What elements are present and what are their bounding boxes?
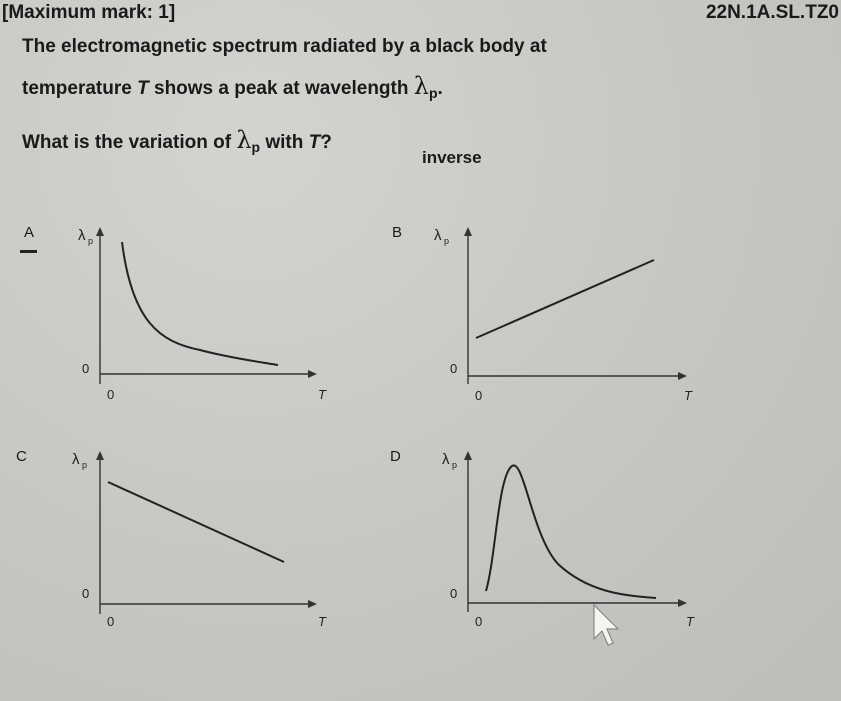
curve-d xyxy=(486,465,656,598)
x-axis-label: T xyxy=(686,614,694,629)
graph-b[interactable] xyxy=(428,222,708,412)
lambda-subscript: p xyxy=(428,85,438,101)
y-axis-subscript: p xyxy=(82,460,88,470)
q-dot: . xyxy=(437,78,443,99)
q-text: What is the variation of xyxy=(22,132,237,153)
y-axis-label: λ xyxy=(434,227,442,244)
line-b xyxy=(476,260,654,338)
q-T: T xyxy=(137,78,149,99)
y-zero: 0 xyxy=(450,586,458,601)
y-axis-subscript: p xyxy=(452,460,458,470)
option-a-label[interactable]: A xyxy=(24,224,35,241)
q-T: T xyxy=(308,132,321,153)
handwritten-note: inverse xyxy=(422,148,482,167)
graph-a[interactable] xyxy=(60,222,340,412)
question-line-1: The electromagnetic spectrum radiated by a black body at xyxy=(22,36,547,57)
x-zero: 0 xyxy=(475,388,483,403)
y-axis-label: λ xyxy=(442,451,450,468)
x-axis-label: T xyxy=(684,388,692,403)
option-a-underline xyxy=(20,250,37,253)
lambda-symbol: λ xyxy=(236,126,252,154)
y-axis-label: λ xyxy=(78,227,86,244)
x-zero: 0 xyxy=(475,614,483,629)
y-axis-label: λ xyxy=(72,451,80,468)
q-text: temperature xyxy=(22,78,138,99)
graph-c[interactable] xyxy=(60,446,340,636)
option-d-label[interactable]: D xyxy=(390,448,401,465)
option-b-label[interactable]: B xyxy=(392,224,403,241)
q-text: with xyxy=(260,132,309,153)
x-zero: 0 xyxy=(107,614,115,629)
lambda-symbol: λ xyxy=(413,72,429,100)
x-zero: 0 xyxy=(107,387,115,402)
y-axis-subscript: p xyxy=(88,236,94,246)
x-axis-label: T xyxy=(318,614,326,629)
mouse-cursor-icon xyxy=(590,603,622,649)
line-c xyxy=(108,482,284,562)
graph-d[interactable] xyxy=(428,446,708,636)
curve-a xyxy=(122,242,278,365)
x-axis-label: T xyxy=(318,387,326,402)
q-mark: ? xyxy=(320,132,332,153)
option-c-label[interactable]: C xyxy=(16,448,27,465)
y-zero: 0 xyxy=(82,586,90,601)
question-line-3 xyxy=(22,126,332,155)
y-zero: 0 xyxy=(450,361,458,376)
q-text: shows a peak at wavelength xyxy=(148,78,414,99)
max-mark: [Maximum mark: 1] xyxy=(2,2,176,23)
lambda-subscript: p xyxy=(251,139,261,155)
y-axis-subscript: p xyxy=(444,236,450,246)
question-code: 22N.1A.SL.TZ0 xyxy=(705,2,839,23)
y-zero: 0 xyxy=(82,361,90,376)
question-line-2 xyxy=(22,72,443,101)
